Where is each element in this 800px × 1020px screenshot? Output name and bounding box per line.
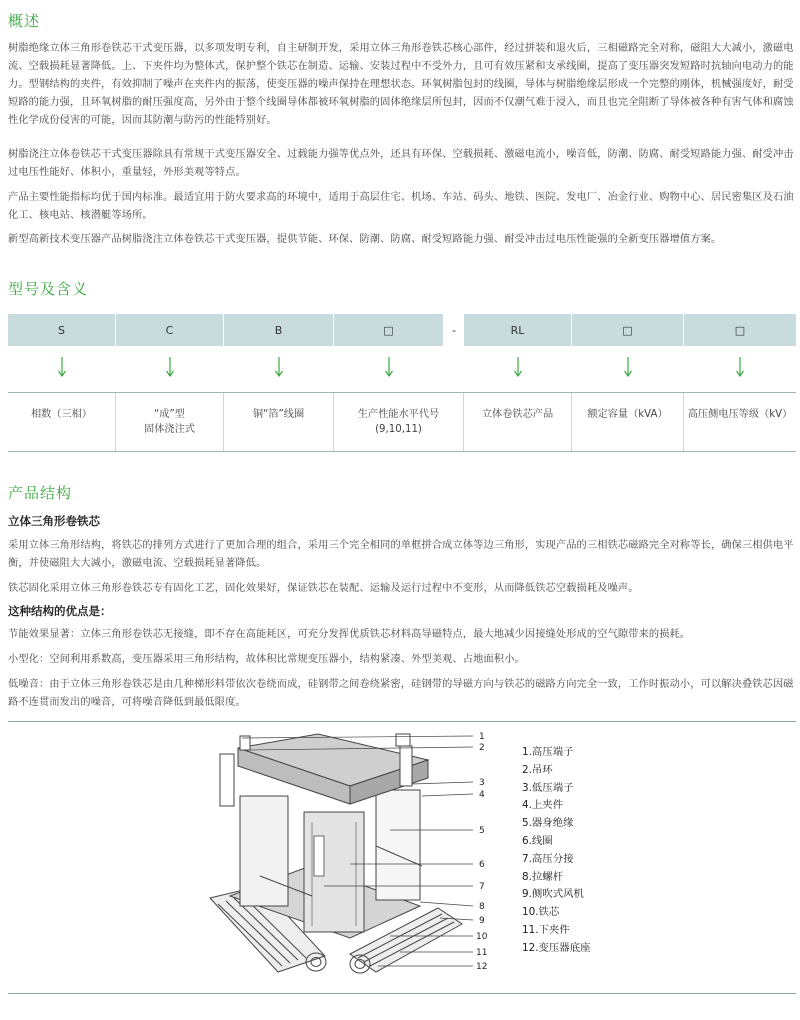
- callout-4: 4: [479, 790, 485, 800]
- callout-11: 11: [476, 948, 488, 958]
- legend-item: 10.铁芯: [522, 906, 560, 919]
- diagram-callouts: [476, 732, 488, 972]
- legend-item: 7.高压分接: [522, 852, 574, 865]
- model-desc-foil: 铜“箔”线圈: [224, 393, 334, 451]
- model-desc-phase: 相数（三相）: [8, 393, 116, 451]
- legend-item: 11.下夹件: [522, 923, 570, 936]
- callout-1: 1: [479, 732, 485, 742]
- transformer-diagram: [200, 726, 505, 984]
- legend-item: 8.拉螺杆: [522, 870, 564, 883]
- legend-item: 2.吊环: [522, 763, 553, 776]
- structure-paragraph-2: 铁芯固化采用立体三角形卷铁芯专有固化工艺，固化效果好，保证铁芯在装配、运输及运行过程中不变形，从而降低铁芯空载损耗及噪声。: [8, 583, 639, 594]
- model-code-header: [8, 314, 796, 346]
- legend-item: 6.线圈: [522, 834, 553, 847]
- advantage-low-noise: 低噪音：由于立体三角形卷铁芯是由几种梯形料带依次卷绕而成，硅钢带之间卷绕紧密，硅钢带的导磁方向与铁芯的磁路方向完全一致，工作时振动小，可以解决叠铁芯因磁路不连贯而发出的噪音，可将噪音降低到最低限度。: [8, 679, 794, 708]
- model-code-c: C: [116, 314, 224, 346]
- overview-paragraph-3: 产品主要性能指标均优于国内标准。最适宜用于防火要求高的环境中，适用于高层住宅、机场、车站、码头、地铁、医院、发电厂、冶金行业、购物中心、居民密集区及石油化工、核电站、核潜艇等场所。: [8, 192, 794, 221]
- callout-12: 12: [476, 962, 488, 972]
- arrow-down-icon: [224, 356, 334, 380]
- callout-7: 7: [479, 882, 485, 892]
- model-code-voltage: □: [734, 323, 746, 337]
- arrow-down-icon: [572, 356, 684, 380]
- callout-2: 2: [479, 743, 485, 753]
- model-desc-voltage: 高压侧电压等级（kV）: [687, 409, 793, 420]
- divider-bottom: [8, 993, 796, 994]
- section-title-structure: 产品结构: [8, 484, 73, 502]
- coil-right: [376, 790, 420, 900]
- legend-item: 9.侧吹式风机: [522, 888, 584, 901]
- divider-top: [8, 721, 796, 722]
- model-description-row: [8, 392, 796, 452]
- section-title-model: 型号及含义: [8, 280, 89, 298]
- callout-3: 3: [479, 778, 485, 788]
- overview-paragraph-1: 树脂绝缘立体三角形卷铁芯干式变压器，以多项发明专利，自主研制开发，采用立体三角形卷铁芯核心部件，经过拼装和退火后，三相磁路完全对称，磁阻大大减小，激磁电流、空载损耗显著降低。上、下夹件均为整体式，保护整个铁芯在制造、运输、安装过程中不受外力，且可有效压紧和支承线圈，提高了变压器突发短路时抗轴向电动力的能力。型钢结构的夹件，有效抑制了噪声在夹件内的振荡，使变压器的噪声保持在理想状态。环氧树脂包封的线圈，导体与树脂绝缘层形成一个完整的刚体，机械强度好，耐受短路的能力强，且环氧树脂的耐压强度高，另外由于整个线圈导体都被环氧树脂的固体绝缘层所包封，因而不仅潮气难于浸入，而且也完全阻断了导体被各种有害气体和腐蚀性化学成份侵害的可能，因而其防潮与防污的性能特别好。: [8, 43, 794, 126]
- model-code-dash: -: [444, 314, 464, 346]
- model-code-capacity: □: [572, 314, 684, 346]
- arrow-down-icon: [334, 356, 444, 380]
- model-desc-rl: 立体卷铁芯产品: [464, 393, 572, 451]
- legend-item: 3.低压端子: [522, 781, 574, 794]
- model-desc-level: 生产性能水平代号 (9,10,11): [334, 393, 464, 451]
- callout-6: 6: [479, 860, 485, 870]
- coil-center: [304, 812, 364, 932]
- arrow-down-icon: [684, 356, 796, 380]
- model-code-s: S: [8, 314, 116, 346]
- arrow-down-icon: [116, 356, 224, 380]
- model-code-rl: RL: [464, 314, 572, 346]
- arrow-down-icon: [8, 356, 116, 380]
- legend-item: 1.高压端子: [522, 746, 574, 758]
- legend-item: 12.变压器底座: [522, 941, 591, 954]
- overview-paragraph-2: 树脂浇注立体卷铁芯干式变压器除具有常规干式变压器安全、过载能力强等优点外，还具有环保、空载损耗、激磁电流小，噪音低，防潮、防腐、耐受短路能力强、耐受冲击过电压性能好、体积小，重量轻，外形美观等特点。: [8, 149, 794, 178]
- arrow-down-icon: [464, 356, 572, 380]
- advantage-energy: 节能效果显著：立体三角形卷铁芯无接缝，即不存在高能耗区，可充分发挥优质铁芯材料高导磁特点，最大地减少因接缝处形成的空气隙带来的损耗。: [8, 629, 691, 640]
- advantages-title: 这种结构的优点是：: [8, 604, 112, 618]
- model-desc-capacity: 额定容量（kVA）: [572, 393, 684, 451]
- callout-5: 5: [479, 826, 485, 836]
- model-desc-cast: “成”型 固体浇注式: [116, 393, 224, 451]
- model-code-b: B: [224, 314, 334, 346]
- advantage-compact: 小型化：空间利用系数高，变压器采用三角形结构，故体积比常规变压器小，结构紧凑、外型美观、占地面积小。: [8, 654, 525, 665]
- legend-item: 4.上夹件: [522, 799, 564, 812]
- legend-item: 5.器身绝缘: [522, 817, 574, 830]
- coil-left: [240, 796, 288, 906]
- callout-9: 9: [479, 916, 485, 926]
- model-arrows: [8, 356, 796, 380]
- overview-paragraph-4: 新型高新技术变压器产品树脂浇注立体卷铁芯干式变压器，提供节能、环保、防潮、防腐、耐受短路能力强、耐受冲击过电压性能强的全新变压器增值方案。: [8, 234, 722, 245]
- section-title-overview: 概述: [8, 12, 41, 30]
- callout-10: 10: [476, 932, 488, 942]
- diagram-legend: [522, 744, 590, 958]
- structure-subtitle: 立体三角形卷铁芯: [8, 514, 100, 528]
- model-code-level: □: [334, 314, 444, 346]
- structure-paragraph-1: 采用立体三角形结构，将铁芯的排列方式进行了更加合理的组合，采用三个完全相同的单框拼合成立体等边三角形，实现产品的三相铁芯磁路完全对称等长，确保三相供电平衡，并使磁阻大大减小，激磁电流、空载损耗显著降低。: [8, 540, 794, 569]
- hv-terminals: [220, 754, 234, 806]
- callout-8: 8: [479, 902, 485, 912]
